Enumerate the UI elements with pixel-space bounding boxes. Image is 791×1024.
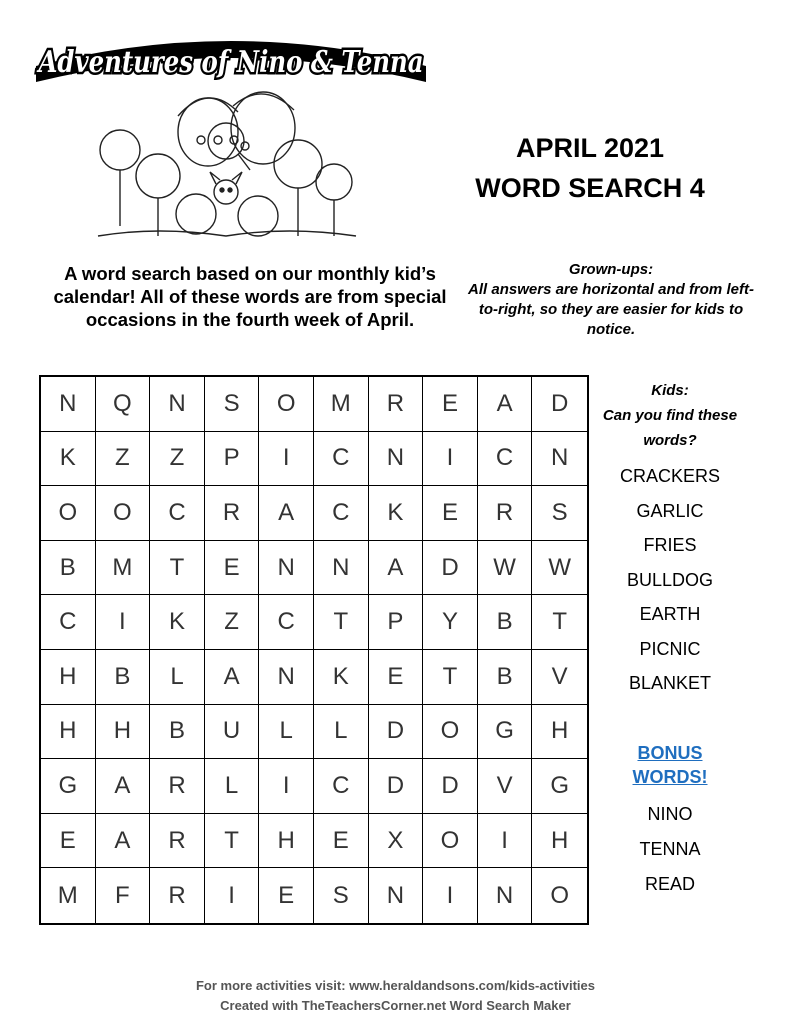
grid-cell: L (150, 650, 205, 705)
title-name: WORD SEARCH 4 (475, 173, 705, 203)
grid-cell: B (150, 705, 205, 760)
grid-cell: S (205, 377, 260, 432)
grid-cell: V (478, 759, 533, 814)
title-month: APRIL 2021 (515, 133, 665, 163)
grownups-heading: Grown-ups: (568, 261, 654, 278)
grid-cell: E (259, 868, 314, 923)
intro-text: A word search based on our monthly kid’s calendar! All of these words are from special occasions in the fourth week of April. (53, 263, 447, 330)
grid-cell: M (314, 377, 369, 432)
bonus-heading-line2: WORDS! (632, 767, 708, 787)
grid-cell: B (96, 650, 151, 705)
bonus-word-item: NINO (647, 804, 693, 824)
grid-cell: A (205, 650, 260, 705)
word-item: FRIES (643, 535, 697, 555)
grid-cell: R (150, 759, 205, 814)
grid-cell: M (41, 868, 96, 923)
worksheet-title (440, 128, 740, 208)
logo-text: Adventures of Nino & Tenna (36, 45, 424, 80)
grid-cell: W (478, 541, 533, 596)
grid-cell: K (314, 650, 369, 705)
grid-cell: V (532, 650, 587, 705)
grid-cell: B (41, 541, 96, 596)
grid-cell: I (259, 759, 314, 814)
grid-cell: H (532, 705, 587, 760)
grid-cell: N (369, 868, 424, 923)
grid-cell: H (41, 650, 96, 705)
grid-cell: C (314, 486, 369, 541)
grid-cell: C (314, 432, 369, 487)
word-list (600, 462, 740, 704)
word-item: BULLDOG (626, 569, 714, 590)
grid-cell: P (369, 595, 424, 650)
grid-cell: L (259, 705, 314, 760)
grid-cell: N (41, 377, 96, 432)
grid-cell: O (259, 377, 314, 432)
grid-cell: Q (96, 377, 151, 432)
grid-cell: K (41, 432, 96, 487)
grid-cell: T (423, 650, 478, 705)
grid-cell: Z (205, 595, 260, 650)
bonus-word-item: TENNA (639, 839, 701, 859)
grid-cell: S (314, 868, 369, 923)
grid-cell: A (96, 759, 151, 814)
grid-cell: E (41, 814, 96, 869)
grid-cell: B (478, 650, 533, 705)
kids-question: Can you find these words? (602, 407, 738, 449)
grid-cell: G (478, 705, 533, 760)
grid-cell: O (423, 705, 478, 760)
adventures-logo (26, 22, 436, 90)
grid-cell: K (150, 595, 205, 650)
grid-cell: C (478, 432, 533, 487)
grid-cell: D (369, 759, 424, 814)
bonus-word-list (600, 800, 740, 905)
grid-cell: L (205, 759, 260, 814)
grid-cell: E (205, 541, 260, 596)
grid-cell: A (369, 541, 424, 596)
grid-cell: C (314, 759, 369, 814)
kids-prompt (600, 378, 740, 453)
grid-cell: S (532, 486, 587, 541)
grid-cell: A (478, 377, 533, 432)
kids-heading: Kids: (651, 382, 689, 399)
word-item: EARTH (639, 604, 701, 624)
grid-cell: Z (96, 432, 151, 487)
grid-cell: H (41, 705, 96, 760)
grid-cell: W (532, 541, 587, 596)
footer (0, 976, 791, 1016)
grid-cell: D (369, 705, 424, 760)
grid-cell: N (150, 377, 205, 432)
grid-cell: Y (423, 595, 478, 650)
grid-cell: I (423, 432, 478, 487)
grid-cell: R (478, 486, 533, 541)
grid-cell: Z (150, 432, 205, 487)
grid-cell: R (150, 868, 205, 923)
grid-cell: C (41, 595, 96, 650)
grid-cell: L (314, 705, 369, 760)
grid-cell: N (369, 432, 424, 487)
grid-cell: O (550, 881, 570, 909)
grid-cell: T (205, 814, 260, 869)
grid-cell: O (423, 814, 478, 869)
grid-cell: C (259, 595, 314, 650)
grid-cell: G (532, 759, 587, 814)
grid-cell: O (96, 486, 151, 541)
bonus-word-item: READ (644, 874, 695, 894)
grid-cell: N (478, 868, 533, 923)
grid-cell: I (478, 814, 533, 869)
grid-cell: E (423, 486, 478, 541)
grid-cell: E (314, 814, 369, 869)
grid-cell: I (96, 595, 151, 650)
grid-cell: G (41, 759, 96, 814)
grid-cell: H (532, 814, 587, 869)
grid-cell: E (369, 650, 424, 705)
grid-cell: I (423, 868, 478, 923)
grid-cell: I (259, 432, 314, 487)
grid-cell: X (369, 814, 424, 869)
grid-cell: O (41, 486, 96, 541)
grid-cell: B (478, 595, 533, 650)
word-item: BLANKET (628, 673, 712, 693)
grid-cell: N (314, 541, 369, 596)
grid-cell: A (96, 814, 151, 869)
grid-cell: H (259, 814, 314, 869)
grid-cell: R (150, 814, 205, 869)
footer-credit-line: Created with TheTeachersCorner.net Word Search Maker (220, 998, 571, 1013)
grid-cell: C (150, 486, 205, 541)
grid-cell: T (532, 595, 587, 650)
grid-cell: D (423, 759, 478, 814)
grid-cell: I (205, 868, 260, 923)
footer-visit-line: For more activities visit: www.heraldandsons.com/kids-activities (195, 978, 596, 993)
grid-cell: N (532, 432, 587, 487)
nino-tenna-illustration (98, 86, 356, 244)
grid-cell: R (205, 486, 260, 541)
grid-cell: D (532, 377, 587, 432)
word-search-grid (39, 375, 589, 925)
bonus-heading-line1: BONUS (637, 743, 703, 763)
grid-cell: U (205, 705, 260, 760)
grid-cell: K (369, 486, 424, 541)
grownups-note (466, 260, 756, 340)
grid-cell: F (96, 868, 151, 923)
grid-cell: A (259, 486, 314, 541)
grid-cell: P (205, 432, 260, 487)
bonus-words-heading (600, 741, 740, 789)
word-item: PICNIC (639, 638, 701, 659)
grid-cell: T (150, 541, 205, 596)
word-item: CRACKERS (619, 466, 721, 486)
grid-cell: R (369, 377, 424, 432)
word-item: GARLIC (636, 500, 704, 521)
grid-cell: N (259, 541, 314, 596)
grid-cell: D (423, 541, 478, 596)
grid-cell: T (314, 595, 369, 650)
grid-cell: H (96, 705, 151, 760)
grid-cell: N (259, 650, 314, 705)
grid-cell: E (423, 377, 478, 432)
grownups-text: All answers are horizontal and from left-to-right, so they are easier for kids to notice. (468, 281, 754, 338)
grid-cell: M (96, 541, 151, 596)
